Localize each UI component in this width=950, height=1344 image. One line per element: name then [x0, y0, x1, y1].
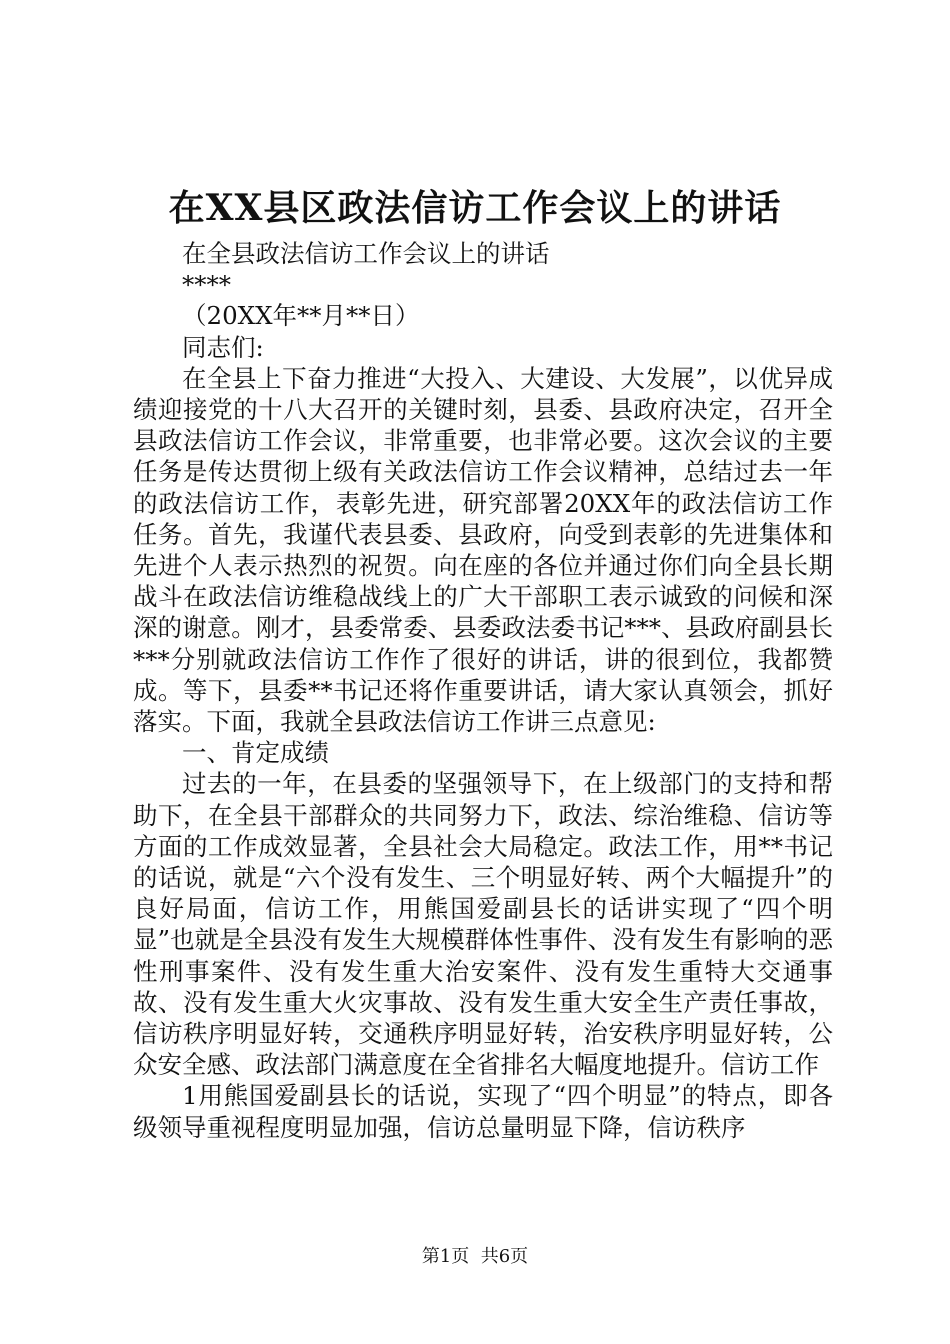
- petition-paragraph: 1用熊国爱副县长的话说，实现了“四个明显”的特点，即各级领导重视程度明显加强，信访总量明显下降，信访秩序: [133, 1081, 833, 1142]
- date-paragraph: （20XX年**月**日）: [182, 301, 420, 331]
- section-heading: 一、肯定成绩: [182, 738, 329, 768]
- document-title: 在XX县区政法信访工作会议上的讲话: [168, 187, 782, 229]
- salutation-paragraph: 同志们:: [182, 332, 264, 362]
- document-body: [133, 238, 833, 1143]
- subtitle-paragraph: 在全县政法信访工作会议上的讲话: [182, 239, 550, 268]
- achievements-paragraph: 过去的一年，在县委的坚强领导下，在上级部门的支持和帮助下，在全县干部群众的共同努力下，政法、综治维稳、信访等方面的工作成效显著，全县社会大局稳定。政法工作，用**书记的话说，就是“六个没有发生、三个明显好转、两个大幅提升”的良好局面，信访工作，用熊国爱副县长的话讲实现了“四个明显”也就是全县没有发生大规模群体性事件、没有发生有影响的恶性刑事案件、没有发生重大治安案件、没有发生重特大交通事故、没有发生重大火灾事故、没有发生重大安全生产责任事故，信访秩序明显好转，交通秩序明显好转，治安秩序明显好转，公众安全感、政法部门满意度在全省排名大幅度地提升。信访工作: [133, 769, 833, 1080]
- speaker-paragraph: ****: [182, 270, 231, 300]
- page-number: 第1页 共6页: [421, 1246, 529, 1267]
- intro-paragraph: 在全县上下奋力推进“大投入、大建设、大发展”，以优异成绩迎接党的十八大召开的关键时刻，县委、县政府决定，召开全县政法信访工作会议，非常重要，也非常必要。这次会议的主要任务是传达贯彻上级有关政法信访工作会议精神，总结过去一年的政法信访工作，表彰先进，研究部署20XX年的政法信访工作任务。首先，我谨代表县委、县政府，向受到表彰的先进集体和先进个人表示热烈的祝贺。向在座的各位并通过你们向全县长期战斗在政法信访维稳战线上的广大干部职工表示诚致的问候和深深的谢意。刚才，县委常委、县委政法委书记***、县政府副县长***分别就政法信访工作作了很好的讲话，讲的很到位，我都赞成。等下，县委**书记还将作重要讲话，请大家认真领会，抓好落实。下面，我就全县政法信访工作讲三点意见:: [133, 363, 833, 737]
